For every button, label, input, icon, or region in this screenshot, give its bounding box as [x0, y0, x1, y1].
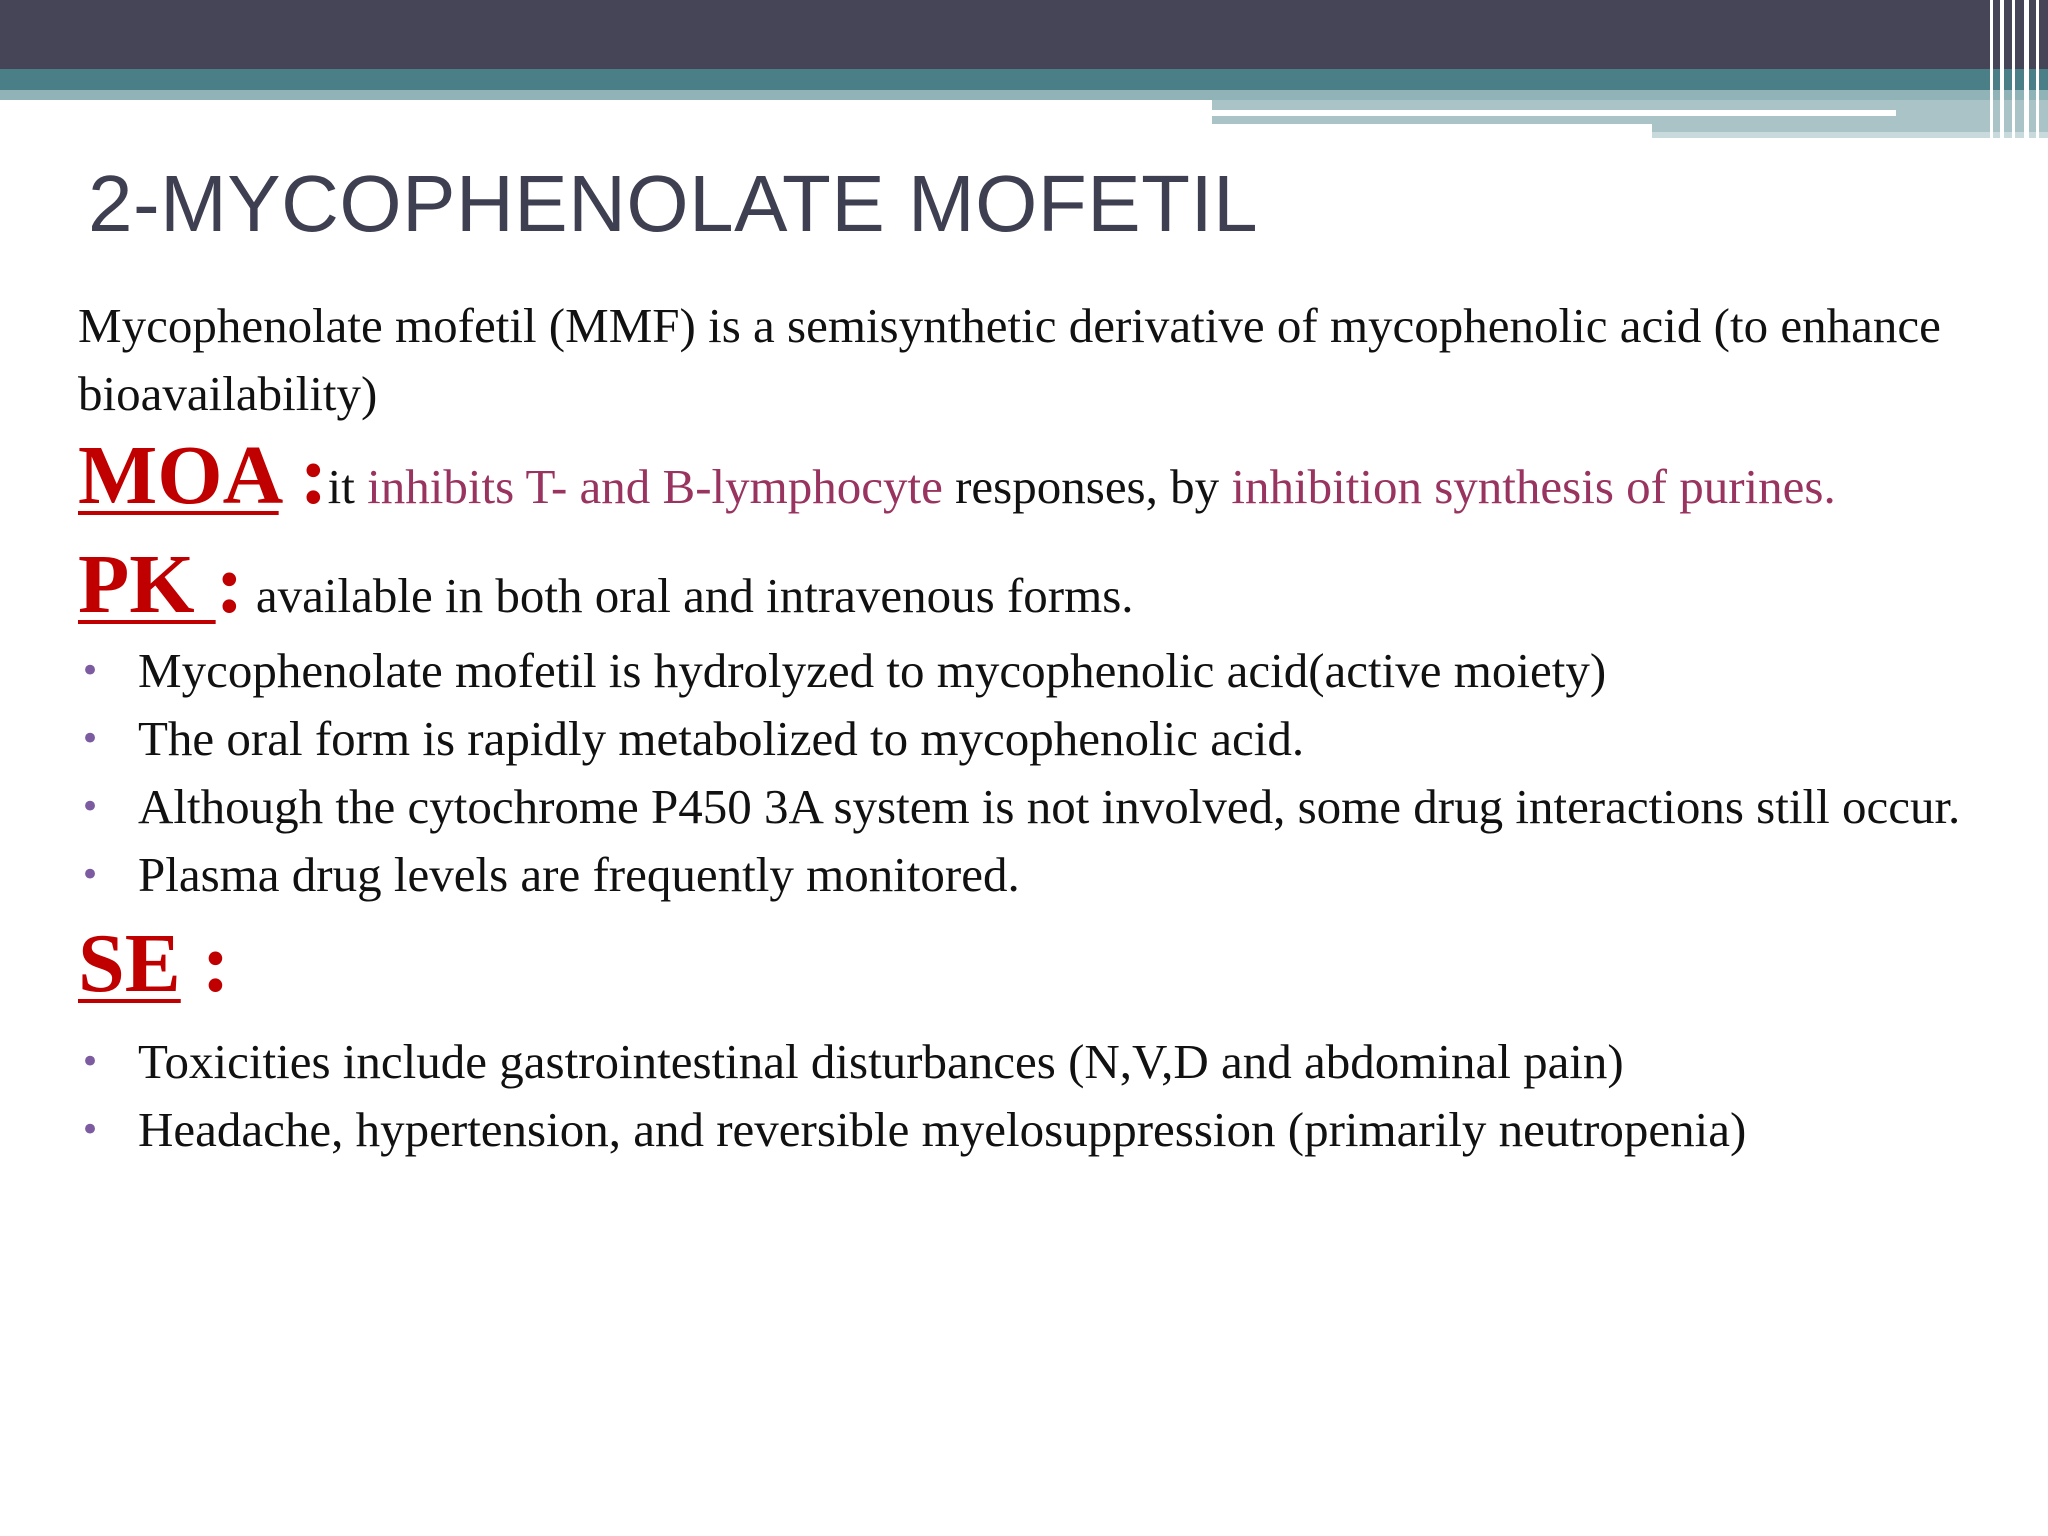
bullet-icon: •: [80, 1042, 101, 1082]
pk-bullet-list: [78, 640, 1998, 906]
header-edge-stripes: [1986, 0, 2048, 138]
bullet-text: The oral form is rapidly metabolized to mycophenolic acid.: [138, 711, 1305, 766]
moa-colon: :: [278, 429, 328, 522]
moa-prefix: it: [327, 459, 368, 514]
bullet-text: Headache, hypertension, and reversible myelosuppression (primarily neutropenia): [138, 1102, 1747, 1157]
pk-text: available in both oral and intravenous forms.: [243, 568, 1134, 623]
list-item: [78, 708, 1998, 770]
bullet-text: Mycophenolate mofetil is hydrolyzed to mycophenolic acid(active moiety): [138, 643, 1607, 698]
header-bar-dark: [0, 0, 2048, 69]
pk-heading: PK: [78, 538, 216, 631]
se-section: [78, 914, 1998, 1025]
moa-middle: responses, by: [942, 459, 1232, 514]
se-bullet-list: [78, 1031, 1998, 1161]
bullet-text: Although the cytochrome P450 3A system is not involved, some drug interactions still occur.: [138, 779, 1961, 834]
moa-highlight-2: inhibition synthesis of purines.: [1231, 459, 1836, 514]
list-item: [78, 844, 1998, 906]
pk-colon: :: [215, 538, 244, 631]
bullet-text: Toxicities include gastrointestinal disturbances (N,V,D and abdominal pain): [138, 1034, 1624, 1089]
header-accent-line-1: [1212, 110, 1896, 116]
pk-section: [78, 538, 1998, 636]
slide-body: [78, 292, 1998, 1167]
moa-heading: MOA: [78, 429, 279, 522]
se-heading: SE: [78, 917, 181, 1010]
header-bar-light-left: [0, 90, 1212, 100]
bullet-icon: •: [80, 719, 101, 759]
intro-paragraph: Mycophenolate mofetil (MMF) is a semisynthetic derivative of mycophenolic acid (to enhance bioavailability): [78, 298, 1941, 421]
list-item: [78, 1031, 1998, 1093]
slide-title: 2-MYCOPHENOLATE MOFETIL: [88, 159, 1259, 248]
header-accent-line-2: [1212, 124, 1652, 138]
se-colon: :: [180, 917, 230, 1010]
header-bar-teal: [0, 69, 2048, 90]
bullet-icon: •: [80, 855, 101, 895]
bullet-icon: •: [80, 651, 101, 691]
bullet-text: Plasma drug levels are frequently monitored.: [138, 847, 1020, 902]
moa-section: [78, 429, 1998, 522]
list-item: [78, 776, 1998, 838]
bullet-icon: •: [80, 1110, 101, 1150]
list-item: [78, 1099, 1998, 1161]
list-item: [78, 640, 1998, 702]
header-bar-light-right: [1212, 90, 2048, 100]
bullet-icon: •: [80, 787, 101, 827]
moa-highlight-1: inhibits T- and B-lymphocyte: [367, 459, 943, 514]
